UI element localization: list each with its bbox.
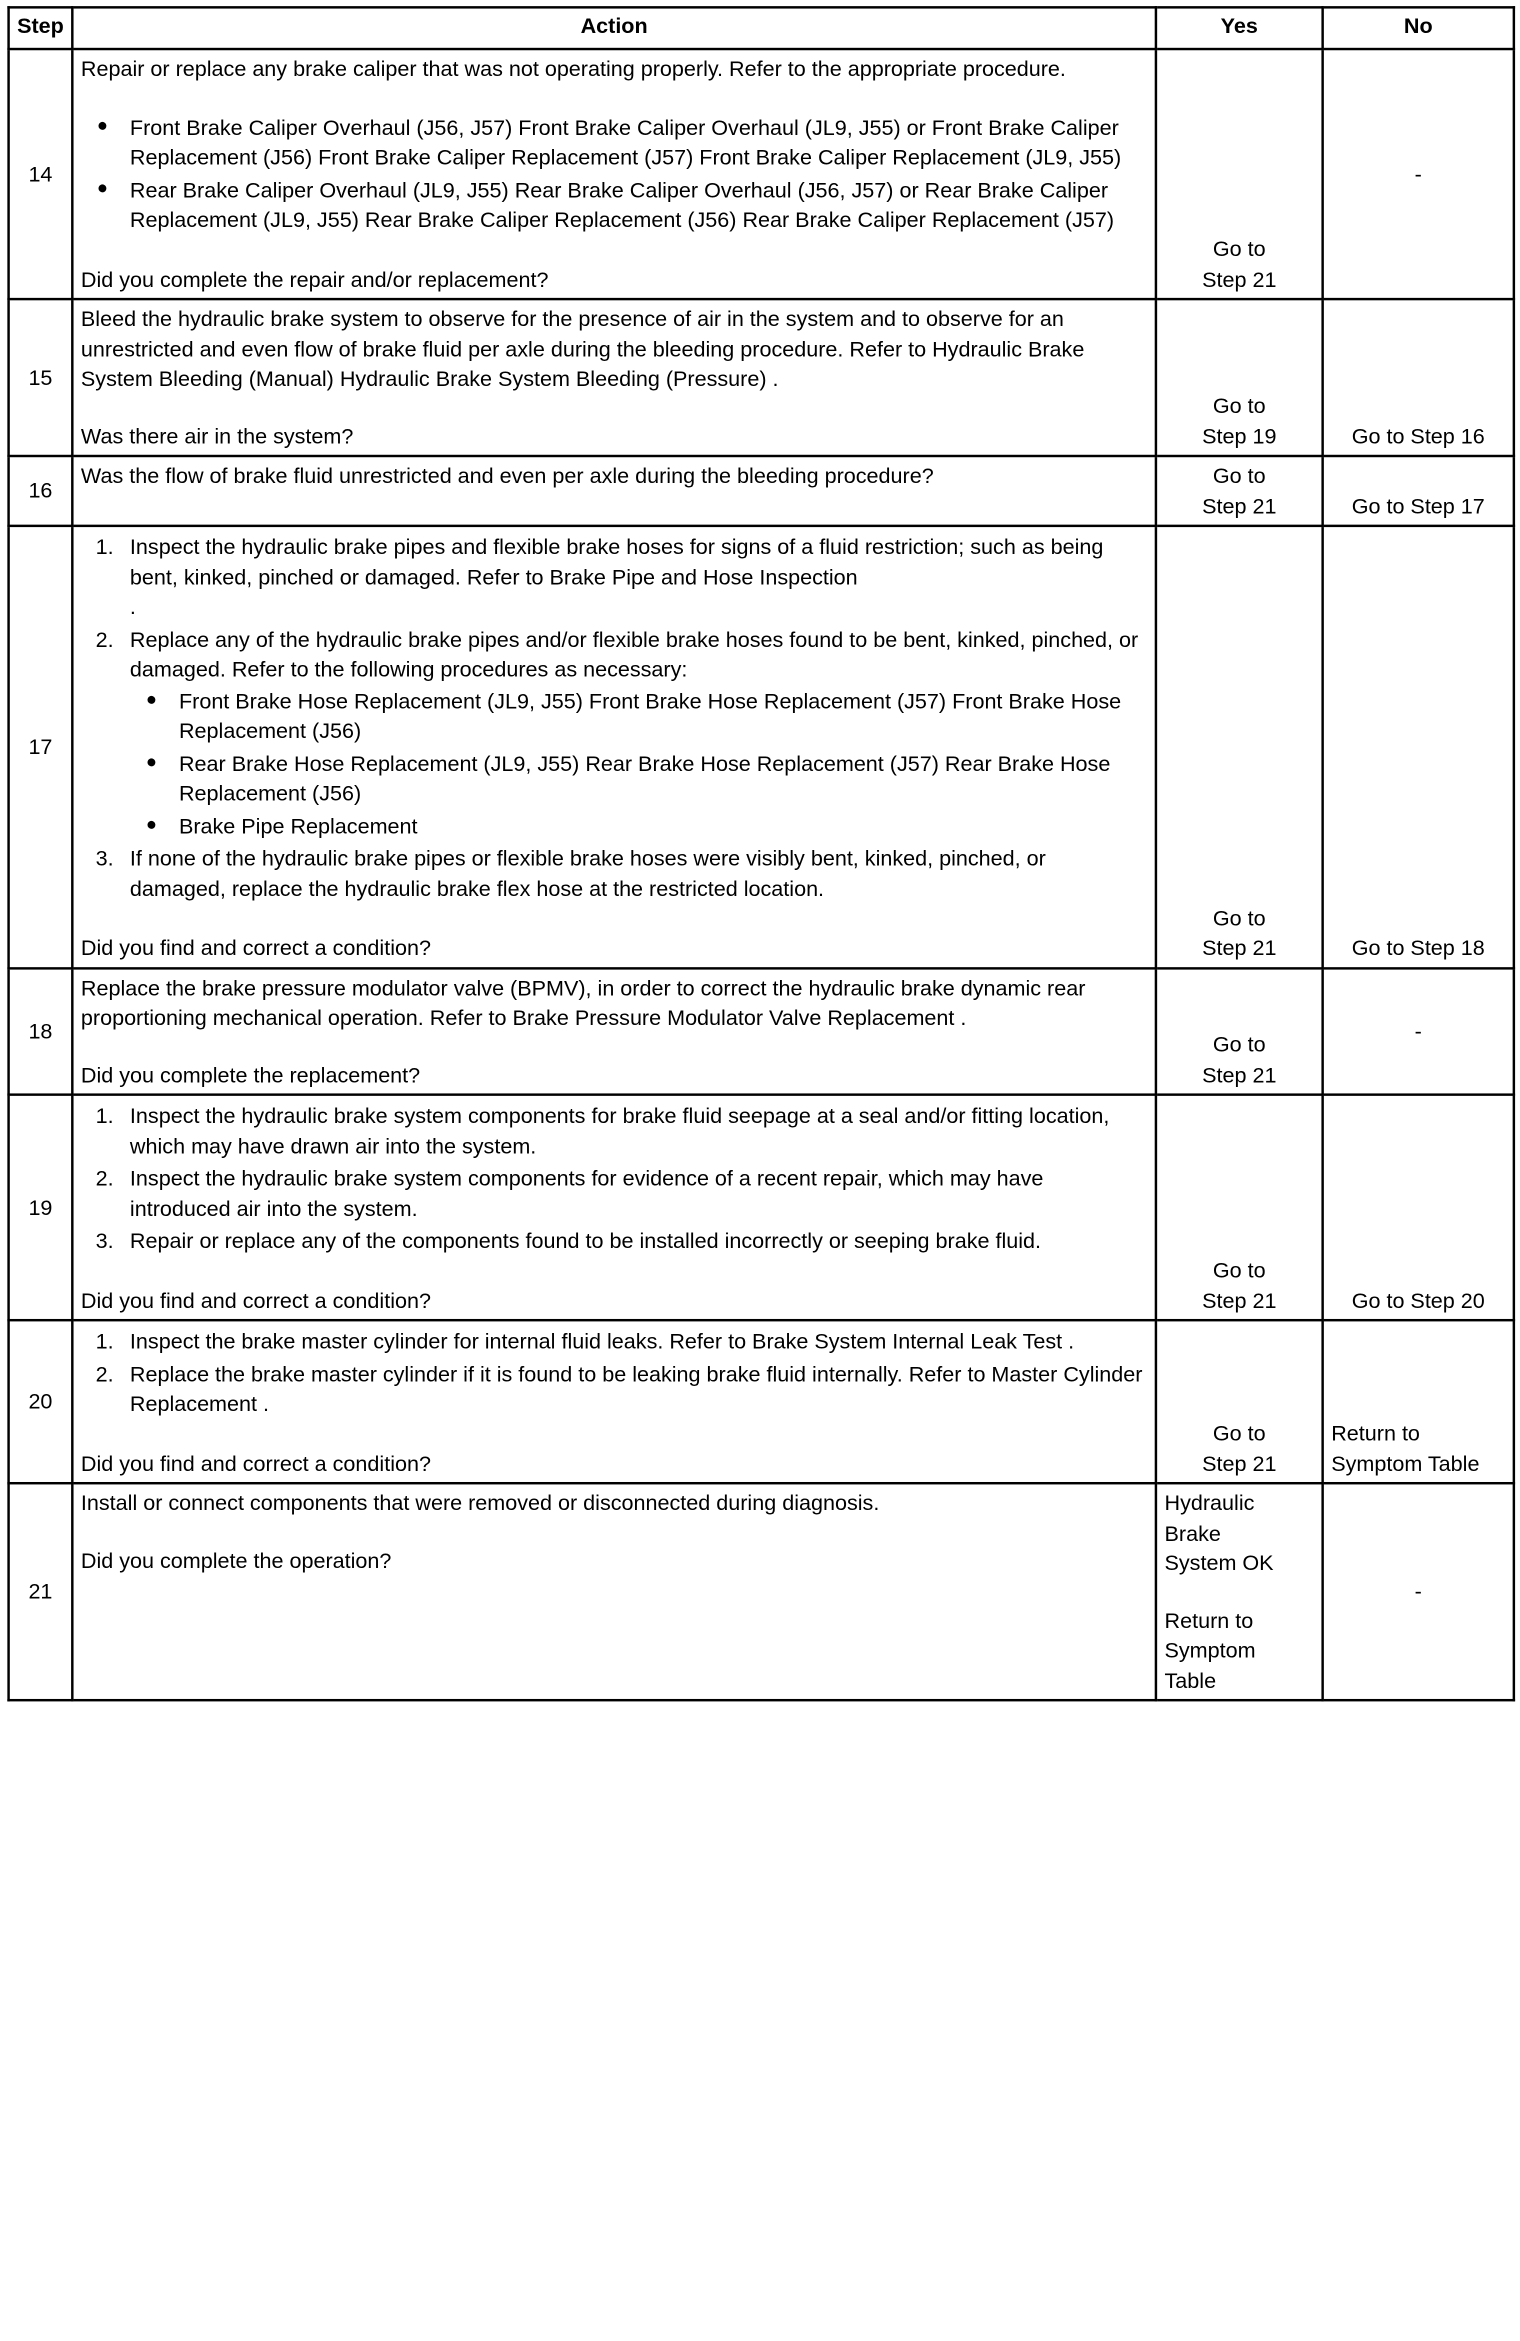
numbered-list: [81, 1326, 1147, 1419]
numbered-item: [95, 1359, 1147, 1419]
yes-line: Step 21: [1202, 493, 1277, 518]
action-cell: [72, 49, 1156, 299]
yes-line: Go to: [1212, 1257, 1266, 1283]
step-number: 17: [9, 526, 73, 968]
table-row: [9, 299, 1514, 456]
action-question: Did you complete the repair and/or replacement?: [80, 266, 549, 292]
header-action: Action: [72, 7, 1156, 49]
item-number: 3.: [95, 845, 114, 871]
item-number: 2.: [95, 626, 114, 652]
yes-line: Go to: [1212, 1420, 1266, 1446]
yes-line: Step 21: [1202, 1062, 1277, 1087]
action-cell: [72, 1483, 1156, 1700]
action-intro: Repair or replace any brake caliper that was not operating properly. Refer to the appropriate procedure.: [80, 56, 1066, 81]
yes-line: System OK: [1164, 1550, 1274, 1576]
yes-cell: [1156, 1483, 1323, 1700]
action-cell: [72, 1095, 1156, 1321]
table-row: [9, 456, 1514, 526]
yes-line: Step 21: [1202, 1287, 1277, 1313]
no-cell: Go to Step 17: [1323, 456, 1514, 526]
item-text: Inspect the hydraulic brake system components for brake fluid seepage at a seal and/or fitting location, which may have drawn air into the system.: [129, 1103, 1110, 1158]
no-cell: [1323, 1320, 1514, 1483]
numbered-item: [95, 1326, 1147, 1356]
bullet-list: [130, 686, 1147, 841]
yes-line: Go to: [1212, 1032, 1266, 1057]
table-row: [9, 1320, 1514, 1483]
yes-line: Hydraulic: [1164, 1490, 1255, 1516]
table-row: [9, 526, 1514, 968]
action-intro: Install or connect components that were removed or disconnected during diagnosis.: [80, 1490, 880, 1516]
item-text: Replace the brake master cylinder if it is found to be leaking brake fluid internally. Refer to Master Cylinder Replacement .: [129, 1361, 1143, 1416]
no-line: Symptom Table: [1331, 1450, 1480, 1476]
action-cell: [72, 526, 1156, 968]
table-row: [9, 968, 1514, 1095]
yes-cell: [1156, 526, 1323, 968]
step-number: 14: [9, 49, 73, 299]
action-question: Did you complete the replacement?: [80, 1062, 421, 1087]
yes-cell: [1156, 299, 1323, 456]
bullet-item: ● Front Brake Caliper Overhaul (J56, J57) Front Brake Caliper Overhaul (JL9, J55) or Front Brake Caliper Replacement (J56) Front Brake Caliper Replacement (J57) Front Brake Caliper Replacement (JL9, J55): [130, 112, 1147, 172]
numbered-item: [95, 1101, 1147, 1161]
yes-line: Go to: [1212, 463, 1266, 488]
numbered-item: [95, 1163, 1147, 1223]
yes-line: Step 21: [1202, 266, 1277, 292]
numbered-list: [81, 1101, 1147, 1256]
table-row: [9, 1483, 1514, 1700]
action-intro: Bleed the hydraulic brake system to observe for the presence of air in the system and to observe for an unrestricted and even flow of brake fluid per axle during the bleeding procedure. Refer to Hydraulic Brake System Bleeding (Manual) Hydraulic Brake System Bleeding (Pressure) .: [80, 306, 1085, 392]
yes-cell: [1156, 1095, 1323, 1321]
yes-line: Go to: [1212, 905, 1266, 930]
bullet-list: [81, 112, 1147, 235]
action-question: Did you find and correct a condition?: [80, 1450, 431, 1476]
yes-line: Step 21: [1202, 935, 1277, 960]
item-tail: .: [129, 594, 136, 620]
header-no: No: [1323, 7, 1514, 49]
no-cell: -: [1323, 49, 1514, 299]
action-question: Did you find and correct a condition?: [80, 935, 431, 960]
table-row: [9, 49, 1514, 299]
numbered-item: [95, 843, 1147, 903]
item-number: 1.: [95, 1103, 114, 1128]
yes-cell: [1156, 456, 1323, 526]
bullet-item: ● Brake Pipe Replacement: [179, 811, 1147, 841]
bullet-item: ● Front Brake Hose Replacement (JL9, J55) Front Brake Hose Replacement (J57) Front Brake Hose Replacement (J56): [179, 686, 1147, 746]
bullet-item: ● Rear Brake Caliper Overhaul (JL9, J55) Rear Brake Caliper Overhaul (J56, J57) or Rear Brake Caliper Replacement (JL9, J55) Rear Brake Caliper Replacement (J56) Rear Brake Caliper Replacement (J57): [130, 175, 1147, 235]
action-question: Was the flow of brake fluid unrestricted and even per axle during the bleeding procedure?: [80, 463, 934, 488]
step-number: 19: [9, 1095, 73, 1321]
item-number: 1.: [95, 1328, 114, 1354]
no-line: Return to: [1331, 1420, 1420, 1446]
item-text: Inspect the brake master cylinder for internal fluid leaks. Refer to Brake System Internal Leak Test .: [129, 1328, 1075, 1354]
step-number: 16: [9, 456, 73, 526]
action-question: Did you find and correct a condition?: [80, 1287, 431, 1313]
table-row: [9, 1095, 1514, 1321]
item-text: Replace any of the hydraulic brake pipes and/or flexible brake hoses found to be bent, kinked, pinched, or damaged. Refer to the following procedures as necessary:: [129, 626, 1139, 682]
no-cell: -: [1323, 1483, 1514, 1700]
action-cell: [72, 299, 1156, 456]
action-intro: Replace the brake pressure modulator valve (BPMV), in order to correct the hydraulic brake dynamic rear proportioning mechanical operation. Refer to Brake Pressure Modulator Valve Replacement .: [80, 975, 1086, 1030]
numbered-list: [81, 532, 1147, 903]
item-text: Inspect the hydraulic brake pipes and flexible brake hoses for signs of a fluid restriction; such as being bent, kinked, pinched or damaged. Refer to Brake Pipe and Hose Inspection: [129, 534, 1104, 589]
yes-cell: [1156, 968, 1323, 1095]
step-number: 20: [9, 1320, 73, 1483]
item-number: 2.: [95, 1361, 114, 1386]
yes-cell: [1156, 1320, 1323, 1483]
yes-line: Go to: [1212, 236, 1266, 262]
action-question: Did you complete the operation?: [80, 1547, 392, 1573]
action-cell: [72, 1320, 1156, 1483]
yes-line: Step 21: [1202, 1450, 1277, 1476]
item-number: 1.: [95, 534, 114, 559]
yes-line: Brake: [1164, 1520, 1221, 1546]
action-question: Was there air in the system?: [80, 423, 354, 449]
bullet-item: ● Rear Brake Hose Replacement (JL9, J55) Rear Brake Hose Replacement (J57) Rear Brake Hose Replacement (J56): [179, 748, 1147, 808]
header-row: [9, 7, 1514, 49]
diagnostic-table: [7, 6, 1515, 1701]
yes-line: Step 19: [1202, 423, 1277, 449]
yes-line: Table: [1164, 1667, 1217, 1693]
no-cell: Go to Step 20: [1323, 1095, 1514, 1321]
header-step: Step: [9, 7, 73, 49]
yes-line: Symptom: [1164, 1637, 1256, 1663]
item-text: If none of the hydraulic brake pipes or flexible brake hoses were visibly bent, kinked, pinched, or damaged, replace the hydraulic brake flex hose at the restricted location.: [129, 845, 1046, 901]
numbered-item: [95, 625, 1147, 841]
yes-cell: [1156, 49, 1323, 299]
numbered-item: [95, 1226, 1147, 1256]
item-number: 3.: [95, 1228, 114, 1253]
no-cell: -: [1323, 968, 1514, 1095]
item-number: 2.: [95, 1165, 114, 1191]
yes-line: Go to: [1212, 393, 1266, 418]
header-yes: Yes: [1156, 7, 1323, 49]
no-cell: Go to Step 18: [1323, 526, 1514, 968]
item-text: Inspect the hydraulic brake system components for evidence of a recent repair, which may have introduced air into the system.: [129, 1165, 1044, 1221]
step-number: 21: [9, 1483, 73, 1700]
step-number: 18: [9, 968, 73, 1095]
step-number: 15: [9, 299, 73, 456]
numbered-item: [95, 532, 1147, 622]
no-cell: Go to Step 16: [1323, 299, 1514, 456]
action-cell: [72, 456, 1156, 526]
yes-line: Return to: [1164, 1607, 1254, 1633]
item-text: Repair or replace any of the components found to be installed incorrectly or seeping brake fluid.: [129, 1228, 1042, 1253]
action-cell: [72, 968, 1156, 1095]
